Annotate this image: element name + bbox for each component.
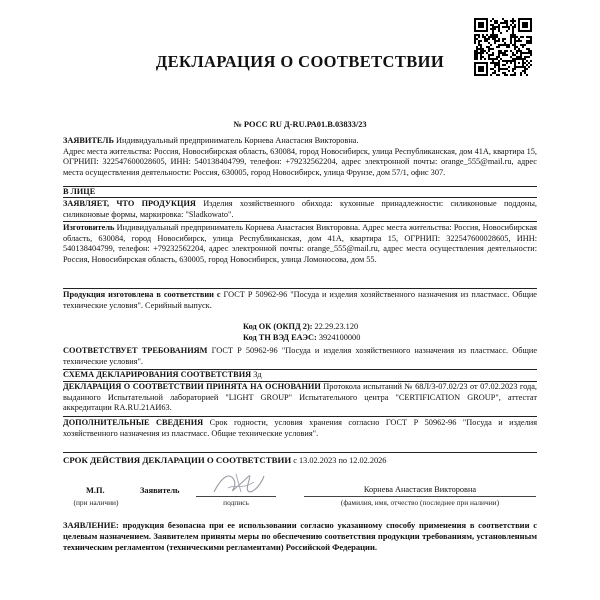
- declares-text: Изделия хозяйственного обихода: кухонные принадлежности: силиконовые поддоны, силиконовые формы, маркировка: "Sladkowato".: [63, 199, 537, 219]
- okpd-code-label: Код ОК (ОКПД 2):: [243, 322, 313, 331]
- validity-section: [63, 455, 537, 467]
- manufacturer-label: Изготовитель: [63, 223, 115, 232]
- tnved-code: [243, 333, 537, 344]
- declares-section: [63, 199, 537, 220]
- produced-text: ГОСТ Р 50962-96 "Посуда и изделия хозяйственного назначения из пластмасс. Общие технические условия". Серийный выпуск.: [63, 290, 537, 310]
- additional-text: Срок годности, условия хранения согласно ГОСТ Р 50962-96 "Посуда и изделия хозяйственного назначения из пластмасс. Общие технические условия".: [63, 418, 538, 438]
- okpd-code: [243, 322, 537, 333]
- validity-text: с 13.02.2023 по 12.02.2026: [291, 456, 387, 465]
- basis-text: Протокола испытаний № 68Л/3-07.02/23 от 07.02.2023 года, выданного Испытательной лабораторией "LIGHT GROUP" Испытательного центра "CERTIFICATION GROUP", аттестат аккредитации RA.RU.21АИ63.: [63, 382, 538, 413]
- manufacturer-text: Индивидуальный предприниматель Корнева Анастасия Викторовна. Адрес места жительства: Россия, Новосибирская область, 630084, город Новосибирск, улица Республиканская, дом 41А, квартира 15, ОГРНИП: 322547600028605, ИНН: 540138404799, телефон: +79232562204, адрес электронной почты: orange_555@mail.ru, адрес места осуществления деятельности: Россия, Новосибирская область, 630005, город Новосибирск, улица Ломоносова, дом 55.: [63, 223, 537, 264]
- declares-label: ЗАЯВЛЯЕТ, ЧТО ПРОДУКЦИЯ: [63, 199, 196, 208]
- divider: [63, 221, 537, 222]
- applicant-name: Индивидуальный предприниматель Корнева Анастасия Викторовна.: [113, 136, 359, 145]
- complies-text: ГОСТ Р 50962-96 "Посуда и изделия хозяйственного назначения из пластмасс. Общие технические условия".: [63, 346, 537, 366]
- produced-section: [63, 290, 537, 311]
- manufacturer-section: [63, 223, 537, 265]
- applicant-signature-label: Заявитель: [140, 486, 180, 495]
- statement-label: ЗАЯВЛЕНИЕ:: [63, 520, 119, 530]
- divider: [63, 452, 537, 453]
- tnved-code-value: 3924100000: [316, 332, 361, 342]
- complies-section: [63, 346, 537, 367]
- stamp-caption: (при наличии): [73, 498, 119, 507]
- additional-section: [63, 418, 537, 439]
- produced-label: Продукция изготовлена в соответствии с: [63, 290, 221, 299]
- additional-label: ДОПОЛНИТЕЛЬНЫЕ СВЕДЕНИЯ: [63, 418, 204, 427]
- person-section: [63, 187, 537, 198]
- signer-name: Корнева Анастасия Викторовна: [363, 485, 477, 494]
- divider: [63, 197, 537, 198]
- name-line: [304, 496, 536, 497]
- divider: [63, 288, 537, 289]
- document-title: ДЕКЛАРАЦИЯ О СООТВЕТСТВИИ: [155, 52, 445, 71]
- signer-name-caption: (фамилия, имя, отчество (последнее при наличии): [340, 498, 500, 507]
- scheme-label: СХЕМА ДЕКЛАРИРОВАНИЯ СООТВЕТСТВИЯ: [63, 370, 252, 379]
- complies-label: СООТВЕТСТВУЕТ ТРЕБОВАНИЯМ: [63, 346, 208, 355]
- scheme-section: [63, 370, 537, 381]
- stamp-label: М.П.: [86, 486, 105, 495]
- statement-section: [63, 520, 537, 553]
- tnved-code-label: Код ТН ВЭД ЕАЭС:: [243, 332, 317, 342]
- divider: [63, 416, 537, 417]
- declaration-number: № РОСС RU Д-RU.РА01.В.03833/23: [233, 120, 367, 129]
- statement-text: продукция безопасна при ее использовании согласно указанному способу применения в соответствии с целевым назначением. Заявителем приняты меры по обеспечению соответствия продукции требованиям, установленным техническим регламентом (техническими регламентами) Российской Федерации.: [63, 520, 537, 552]
- signature-line: [196, 496, 276, 497]
- applicant-details: Адрес места жительства: Россия, Новосибирская область, 630084, город Новосибирск, улица Республиканская, дом 41А, квартира 15, ОГРНИП: 322547600028605, ИНН: 540138404799, телефон: +79232562204, адрес электронной почты: orange_555@mail.ru, адрес места осуществления деятельности: Россия, 630005, город Новосибирск, улица Фрунзе, дом 57/1, офис 307.: [63, 146, 537, 177]
- applicant-label: ЗАЯВИТЕЛЬ: [63, 136, 114, 145]
- okpd-code-value: 22.29.23.120: [312, 322, 359, 331]
- basis-section: [63, 382, 537, 414]
- signature-icon: [208, 466, 268, 500]
- validity-label: СРОК ДЕЙСТВИЯ ДЕКЛАРАЦИИ О СООТВЕТСТВИИ: [63, 455, 292, 465]
- scheme-value: 3д: [251, 370, 262, 379]
- codes-section: [243, 322, 537, 343]
- applicant-section: [63, 136, 537, 178]
- basis-label: ДЕКЛАРАЦИЯ О СООТВЕТСТВИИ ПРИНЯТА НА ОСНОВАНИИ: [63, 382, 321, 391]
- signature-caption: подпись: [223, 498, 249, 507]
- person-label: В ЛИЦЕ: [63, 187, 96, 196]
